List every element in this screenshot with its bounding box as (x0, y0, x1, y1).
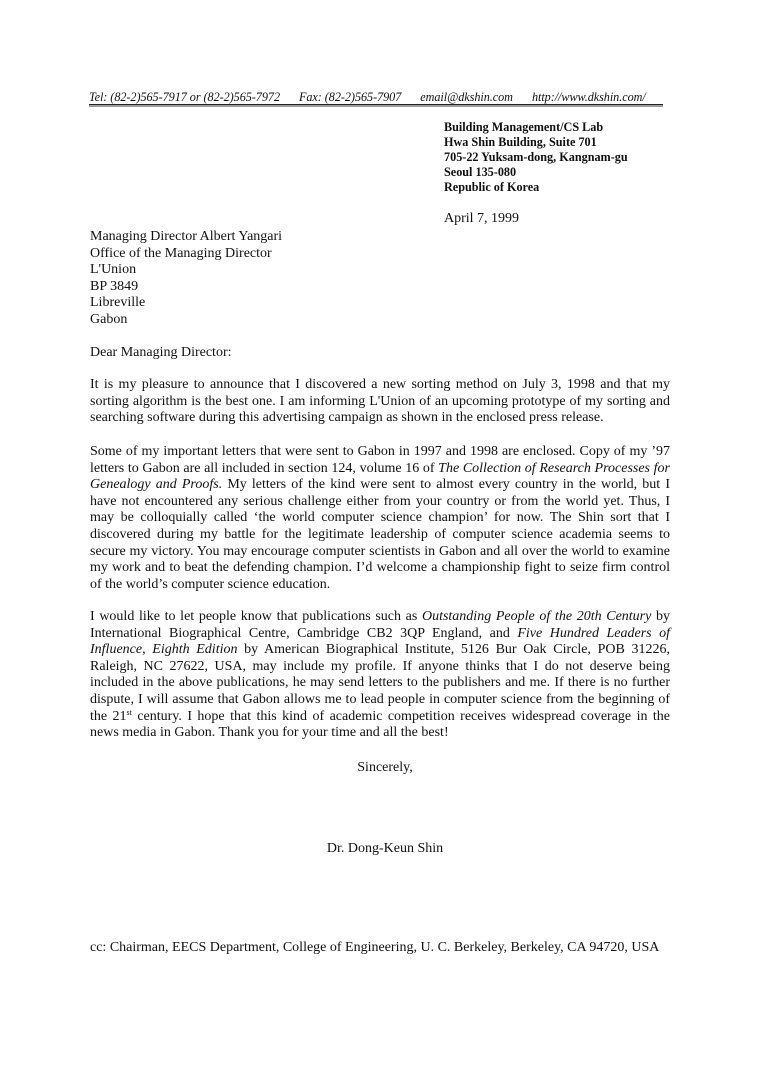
cc-line: cc: Chairman, EECS Department, College of Engineering, U. C. Berkeley, Berkeley, CA 94720, USA (90, 940, 660, 955)
sender-line: Hwa Shin Building, Suite 701 (444, 135, 597, 149)
letterhead-contact-line (89, 90, 663, 105)
letter-date: April 7, 1999 (444, 211, 520, 226)
ordinal-suffix: st (126, 707, 132, 717)
book-title: The Collection of Research Processes for Genealogy and Proofs. (90, 460, 670, 493)
closing: Sincerely, (357, 760, 413, 775)
paragraph-text: century. I hope that this kind of academic competition receives widespread coverage in the news media in Gabon. Thank you for your time and all the best! (90, 708, 671, 741)
sender-line: Seoul 135-080 (444, 165, 517, 179)
paragraph-text: Some of my important letters that were sent to Gabon in 1997 and 1998 are enclosed. Copy of my ’97 letters to Gabon are all included in section 124, volume 16 of (90, 444, 670, 476)
paragraph-text: by International Biographical Centre, Cambridge CB2 3QP England, and (90, 609, 671, 641)
recipient-line: Libreville (90, 295, 146, 311)
paragraph-text: , (142, 642, 153, 658)
sender-line: Republic of Korea (444, 180, 540, 194)
signature: Dr. Dong-Keun Shin (326, 841, 444, 856)
salutation: Dear Managing Director: (90, 345, 232, 360)
paragraph-text: by American Biographical Institute, 5126 Bur Oak Circle, POB 31226, Raleigh, NC 27622, USA, may include my profile. If anyone thinks that I do not deserve being included in the above publications, he may send letters to the publishers and me. If there is no further dispute, I will assume that Gabon allows me to lead people in computer science from the beginning of the 21 (90, 642, 670, 724)
recipient-line: Gabon (90, 311, 128, 327)
publication-title: Outstanding People of the 20th Century (421, 609, 652, 624)
email-link[interactable]: email@dkshin.com (420, 90, 513, 104)
body-paragraph-1: It is my pleasure to announce that I discovered a new sorting method on July 3, 1998 and that my sorting algorithm is the best one. I am informing L'Union of an upcoming prototype of my sorting and searching software during this advertising campaign as shown in the enclosed press release. (90, 377, 670, 426)
paragraph-text: I would like to let people know that publications such as (90, 609, 422, 624)
phone-numbers: Tel: (82-2)565-7917 or (82-2)565-7972 (89, 90, 280, 104)
recipient-line: Managing Director Albert Yangari (90, 229, 283, 244)
recipient-line: L'Union (90, 262, 137, 278)
sender-address (444, 120, 628, 195)
body-paragraph-2 (90, 444, 670, 593)
recipient-line: BP 3849 (90, 278, 139, 294)
website-link[interactable]: http://www.dkshin.com/ (531, 90, 646, 104)
sender-line: Building Management/CS Lab (444, 120, 604, 134)
fax-number: Fax: (82-2)565-7907 (298, 90, 402, 104)
paragraph-text: My letters of the kind were sent to almost every country in the world, but I have not encountered any serious challenge either from your country or from the world yet. Thus, I may be colloquially called ‘the world computer science champion’ for now. The Shin sort that I discovered during my battle for the legitimate leadership of computer science academia seems to secure my victory. You may encourage computer scientists in Gabon and all over the world to examine my work and to beat the defending champion. I’d welcome a championship fight to seize firm control of the world’s computer science education. (90, 477, 670, 592)
publication-title: Five Hundred Leaders of Influence (90, 625, 671, 658)
sender-line: 705-22 Yuksam-dong, Kangnam-gu (444, 150, 628, 164)
recipient-address (90, 229, 282, 329)
edition-title: Eighth Edition (152, 642, 238, 658)
body-paragraph-3 (90, 609, 670, 742)
recipient-line: Office of the Managing Director (90, 245, 272, 261)
